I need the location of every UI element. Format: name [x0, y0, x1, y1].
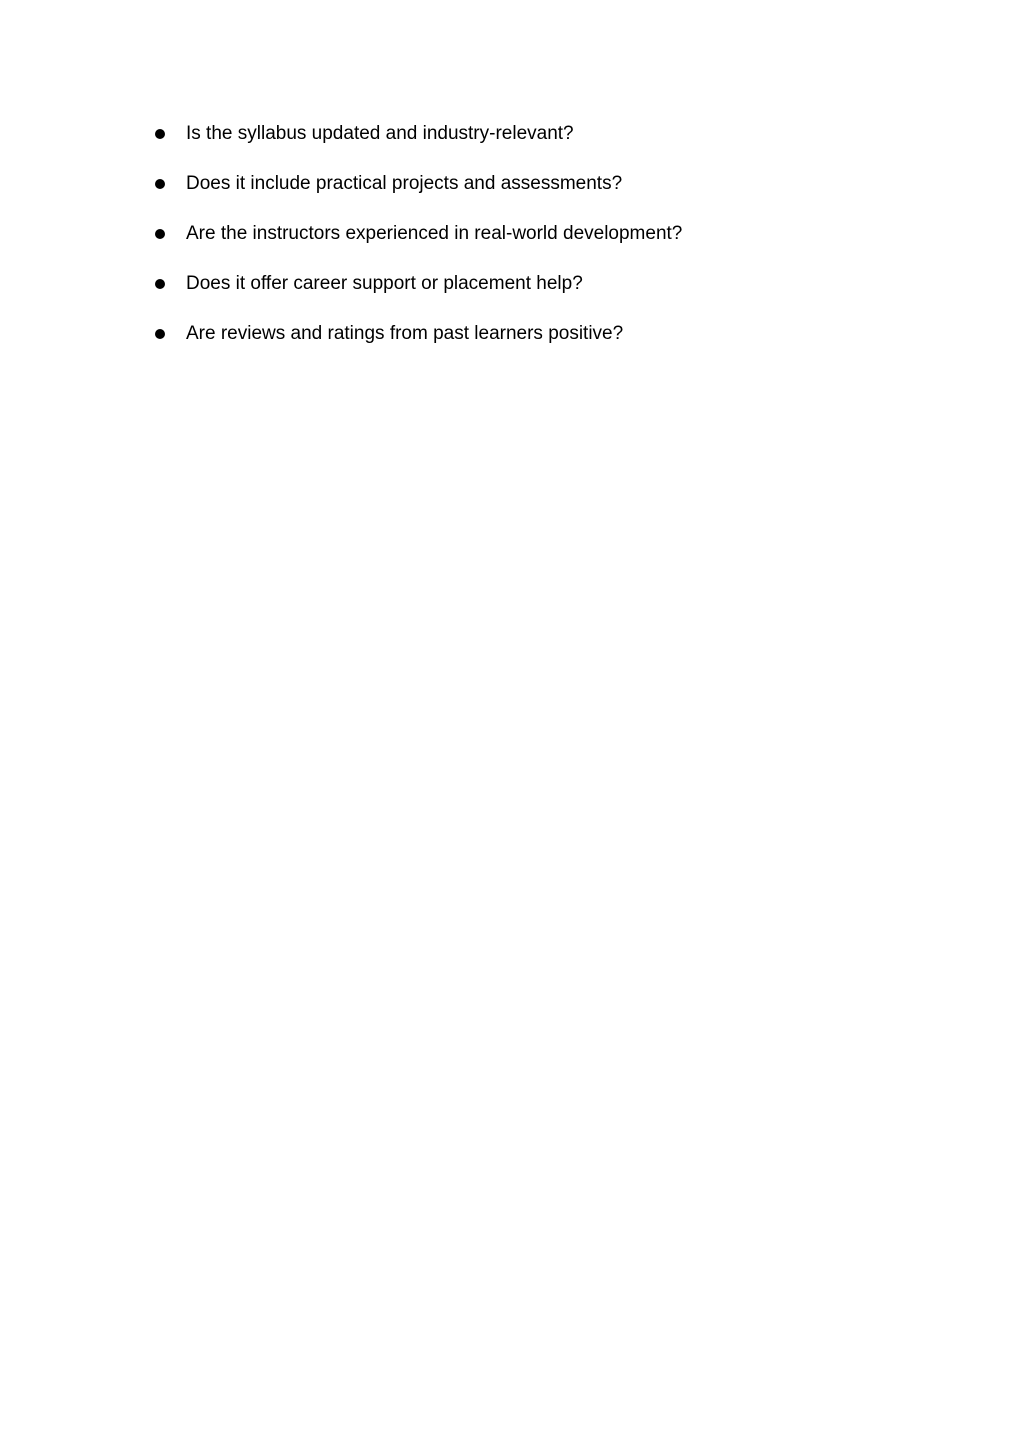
- list-item-text: Are reviews and ratings from past learners positive?: [186, 323, 624, 344]
- bullet-icon: [155, 129, 165, 139]
- list-item-text: Is the syllabus updated and industry-relevant?: [186, 123, 574, 144]
- bullet-icon: [155, 229, 165, 239]
- bullet-icon: [155, 179, 165, 189]
- bullet-icon: [155, 329, 165, 339]
- bullet-icon: [155, 279, 165, 289]
- list-item-text: Are the instructors experienced in real-world development?: [186, 223, 683, 244]
- list-item-text: Does it offer career support or placement help?: [186, 273, 583, 294]
- list-item-text: Does it include practical projects and assessments?: [186, 173, 623, 194]
